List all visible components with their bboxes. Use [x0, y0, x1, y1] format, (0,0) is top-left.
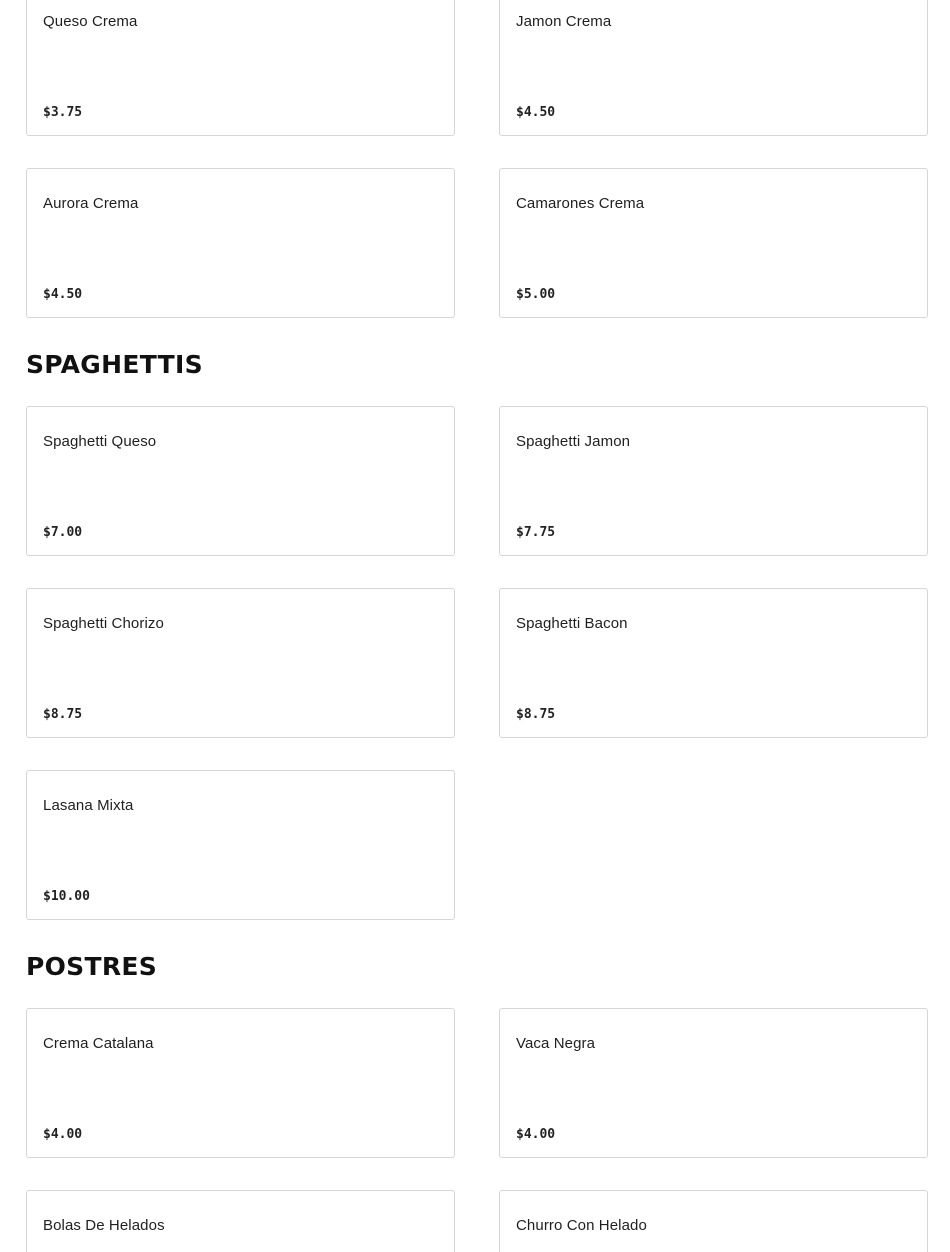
menu-item-card[interactable] — [499, 1008, 928, 1158]
menu-item-card[interactable] — [499, 1190, 928, 1252]
menu-item-card[interactable] — [26, 1190, 455, 1252]
menu-item-price: $10.00 — [43, 889, 90, 904]
menu-item-name: Vaca Negra — [516, 1035, 596, 1052]
menu-item-price: $7.00 — [43, 525, 83, 540]
menu-item-price: $4.00 — [43, 1127, 83, 1142]
menu-item-name: Spaghetti Queso — [43, 433, 157, 450]
menu-item-price: $8.75 — [516, 707, 556, 722]
menu-item-card[interactable] — [26, 406, 455, 556]
menu-item-price: $3.75 — [43, 105, 83, 120]
menu-item-card[interactable] — [499, 168, 928, 318]
menu-item-card[interactable] — [26, 770, 455, 920]
menu-item-name: Jamon Crema — [516, 13, 612, 30]
menu-item-price: $5.00 — [516, 287, 556, 302]
menu-item-price: $4.00 — [516, 1127, 556, 1142]
menu-item-name: Bolas De Helados — [43, 1217, 165, 1234]
section-title-postres: POSTRES — [26, 952, 158, 981]
menu-item-name: Churro Con Helado — [516, 1217, 647, 1234]
menu-item-card[interactable] — [499, 0, 928, 136]
menu-item-name: Spaghetti Bacon — [516, 615, 628, 632]
menu-item-card[interactable] — [499, 588, 928, 738]
menu-item-price: $7.75 — [516, 525, 556, 540]
menu-item-card[interactable] — [499, 406, 928, 556]
menu-item-card[interactable] — [26, 168, 455, 318]
menu-item-card[interactable] — [26, 1008, 455, 1158]
menu-item-name: Spaghetti Chorizo — [43, 615, 164, 632]
menu-item-card[interactable] — [26, 0, 455, 136]
menu-item-price: $4.50 — [43, 287, 83, 302]
menu-item-name: Queso Crema — [43, 13, 138, 30]
menu-item-name: Crema Catalana — [43, 1035, 154, 1052]
menu-item-price: $8.75 — [43, 707, 83, 722]
menu-item-price: $4.50 — [516, 105, 556, 120]
menu-item-card[interactable] — [26, 588, 455, 738]
menu-item-name: Aurora Crema — [43, 195, 139, 212]
section-title-spaghettis: SPAGHETTIS — [26, 350, 203, 379]
menu-item-name: Camarones Crema — [516, 195, 645, 212]
menu-item-name: Lasana Mixta — [43, 797, 134, 814]
menu-item-name: Spaghetti Jamon — [516, 433, 631, 450]
